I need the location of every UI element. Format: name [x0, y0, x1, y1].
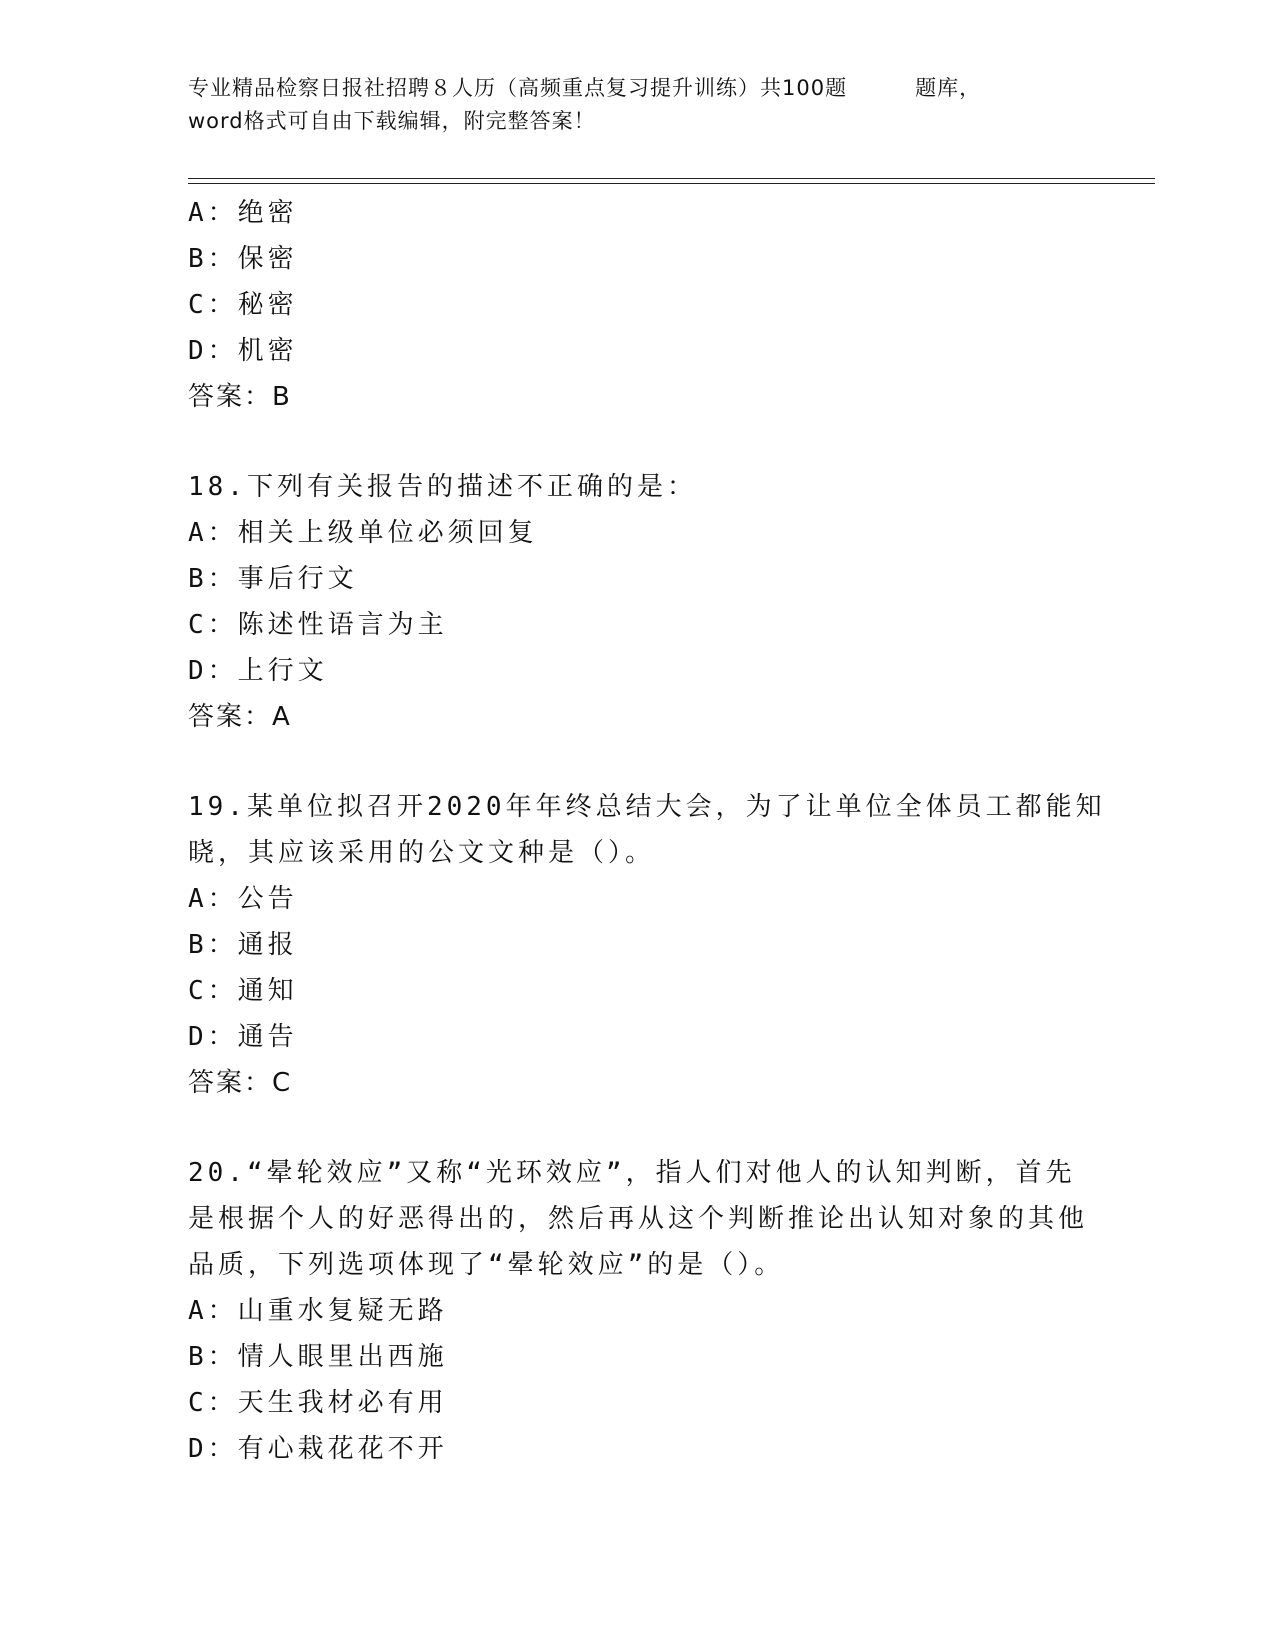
- option-d: D：机密: [188, 336, 298, 366]
- answer-line: 答案：B: [188, 382, 292, 412]
- option-c: C：秘密: [188, 290, 298, 320]
- header-title: 专业精品检察日报社招聘８人历（高频重点复习提升训练）共100题: [188, 76, 848, 100]
- question-block: [188, 784, 1106, 1106]
- question-block: [188, 190, 1088, 420]
- question-text: 品质，下列选项体现了“晕轮效应”的是（）。: [188, 1250, 785, 1280]
- question-text: 晓，其应该采用的公文文种是（）。: [188, 838, 656, 868]
- header-line-1: [188, 72, 1088, 105]
- option-a: A：公告: [188, 884, 298, 914]
- question-text: 18.下列有关报告的描述不正确的是：: [188, 472, 697, 502]
- header-divider-top: [188, 178, 1155, 179]
- option-b: B：通报: [188, 930, 298, 960]
- answer-line: 答案：C: [188, 1068, 293, 1098]
- page-header: [188, 72, 1088, 138]
- option-a: A：绝密: [188, 198, 298, 228]
- option-d: D：通告: [188, 1022, 298, 1052]
- question-text: 20.“晕轮效应”又称“光环效应”，指人们对他人的认知判断，首先: [188, 1158, 1076, 1188]
- option-a: A：相关上级单位必须回复: [188, 518, 538, 548]
- header-line-2: word格式可自由下载编辑，附完整答案！: [188, 109, 596, 133]
- option-c: C：通知: [188, 976, 298, 1006]
- question-block: [188, 1150, 1088, 1472]
- question-text: 19.某单位拟召开2020年年终总结大会，为了让单位全体员工都能知: [188, 792, 1106, 822]
- question-text: 是根据个人的好恶得出的，然后再从这个判断推论出认知对象的其他: [188, 1204, 1089, 1234]
- header-title-tail: 题库，: [915, 76, 982, 100]
- option-c: C：陈述性语言为主: [188, 610, 448, 640]
- answer-line: 答案：A: [188, 702, 292, 732]
- option-a: A：山重水复疑无路: [188, 1296, 448, 1326]
- option-d: D：有心栽花花不开: [188, 1434, 448, 1464]
- option-d: D：上行文: [188, 656, 328, 686]
- option-b: B：情人眼里出西施: [188, 1342, 448, 1372]
- option-b: B：事后行文: [188, 564, 358, 594]
- question-list: [188, 190, 1106, 1472]
- question-block: [188, 464, 1088, 740]
- option-c: C：天生我材必有用: [188, 1388, 448, 1418]
- header-divider-bottom: [188, 183, 1155, 184]
- option-b: B：保密: [188, 244, 298, 274]
